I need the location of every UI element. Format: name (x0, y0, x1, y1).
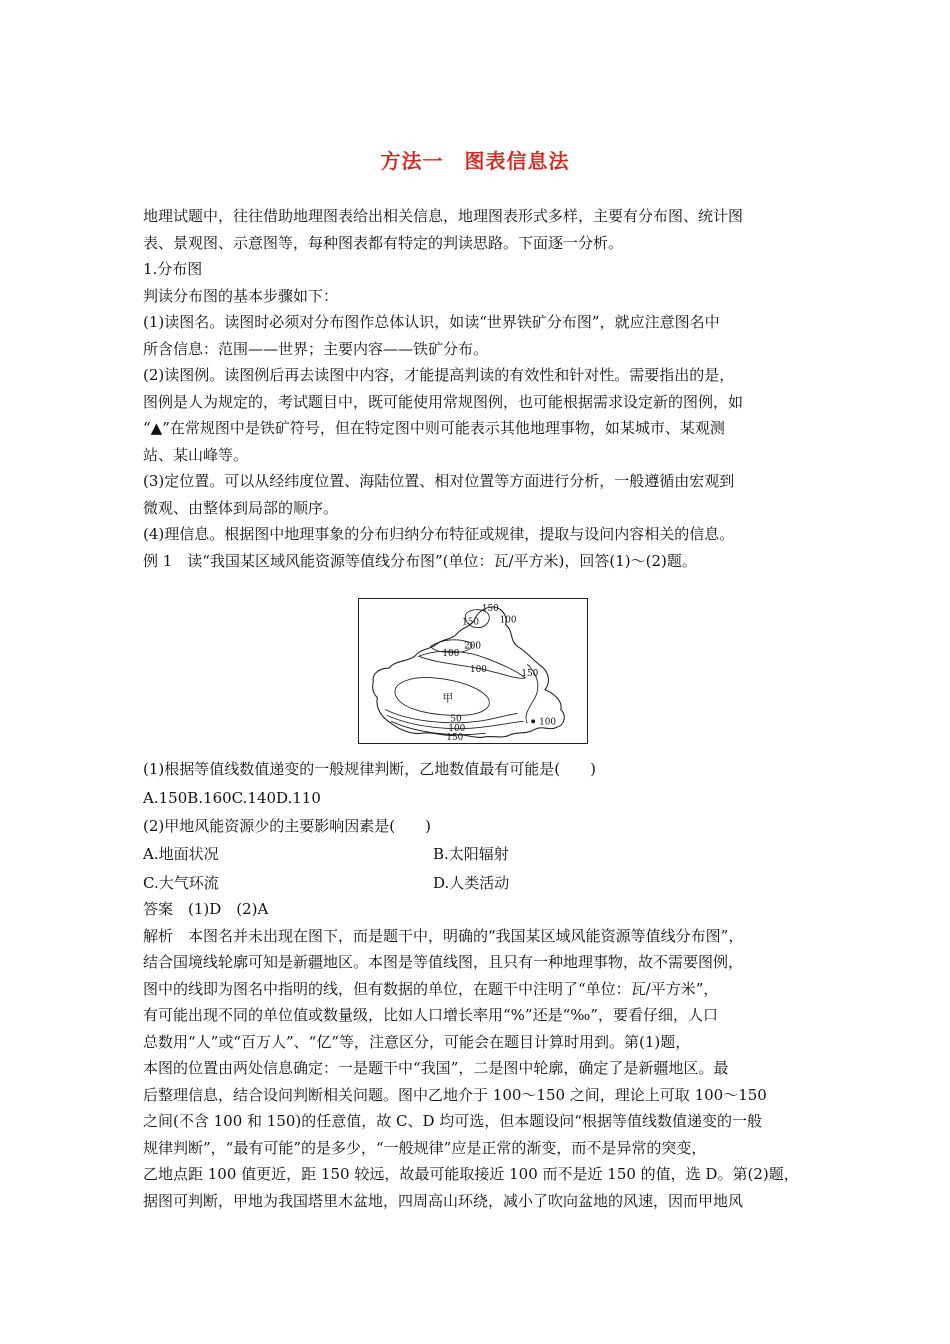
page-title: 方法一 图表信息法 (380, 149, 570, 173)
option-d: D.人类活动 (433, 873, 510, 892)
question-1-options: A.150B.160C.140D.110 (143, 788, 321, 807)
text-line: 表、景观图、示意图等，每种图表都有特定的判读思路。下面逐一分析。 (143, 233, 624, 252)
option-row (143, 841, 823, 870)
map-label-100-right: 100 (499, 615, 517, 626)
text-line: (4)理信息。根据图中地理事象的分布归纳分布特征或规律，提取与设问内容相关的信息。 (143, 525, 735, 543)
option-c: C.大气环流 (143, 873, 219, 892)
answer-line: 答案 (1)D (2)A (143, 900, 269, 918)
map-label-100-left: 100 (442, 649, 460, 660)
map-label-200: 200 (464, 641, 482, 652)
map-label-100-se: 100 (539, 717, 557, 728)
analysis-line: 结合国境线轮廓可知是新疆地区。本图是等值线图，且只有一种地理事物，故不需要图例， (143, 953, 744, 971)
point-yi-dot (531, 719, 535, 723)
map-label-150-top: 150 (481, 603, 499, 614)
text-line: 微观、由整体到局部的顺序。 (143, 498, 339, 517)
question-1: (1)根据等值线数值递变的一般规律判断，乙地数值最有可能是( ) (143, 760, 596, 778)
text-line: 所含信息：范围——世界；主要内容——铁矿分布。 (143, 339, 489, 358)
map-label-jia: 甲 (442, 691, 454, 705)
answer-analysis (143, 896, 823, 1214)
text-line: (2)读图例。读图例后再去读图中内容，才能提高判读的有效性和针对性。需要指出的是， (143, 366, 735, 384)
analysis-line: 后整理信息，结合设问判断相关问题。图中乙地介于 100～150 之间，理论上可取 100～150 (143, 1085, 767, 1104)
text-line: 地理试题中，往往借助地理图表给出相关信息，地理图表形式多样，主要有分布图、统计图 (143, 207, 744, 225)
analysis-line: 之间(不含 100 和 150)的任意值，故 C、D 均可选，但本题设问“根据等值线数值递变的一般 (143, 1112, 762, 1130)
analysis-line: 有可能出现不同的单位值或数量级，比如人口增长率用“%”还是“‰”，要看仔细，人口 (143, 1006, 719, 1024)
section-heading: 1.分布图 (143, 260, 203, 278)
map-label-100-bottom: 100 (448, 724, 466, 735)
option-b: B.太阳辐射 (433, 845, 509, 863)
map-label-50: 50 (450, 714, 462, 725)
text-line: 图例是人为规定的，考试题目中，既可能使用常规图例，也可能根据需求设定新的图例，如 (143, 392, 744, 411)
question-2: (2)甲地风能资源少的主要影响因素是( ) (143, 817, 431, 835)
text-line: “▲”在常规图中是铁矿符号，但在特定图中则可能表示其他地理事物，如某城市、某观测 (143, 419, 725, 437)
example-prompt: 例 1 读“我国某区域风能资源等值线分布图”(单位：瓦/平方米)，回答(1)～(2)题。 (143, 551, 697, 570)
analysis-line: 总数用“人”或“百万人”、“亿”等，注意区分，可能会在题目计算时用到。第(1)题， (143, 1032, 691, 1051)
map-label-150-east: 150 (521, 668, 539, 679)
analysis-line: 本图的位置由两处信息确定：一是题干中“我国”，二是图中轮廓，确定了是新疆地区。最 (143, 1059, 729, 1077)
text-line: 站、某山峰等。 (143, 445, 249, 464)
analysis-line: 图中的线即为图名中指明的线，但有数据的单位，在题干中注明了“单位：瓦/平方米”， (143, 979, 719, 998)
text-line: (1)读图名。读图时必须对分布图作总体认识，如读“世界铁矿分布图”，就应注意图名中 (143, 313, 720, 331)
map-label-100-mid: 100 (470, 664, 487, 675)
analysis-line: 据图可判断，甲地为我国塔里木盆地，四周高山环绕，减小了吹向盆地的风速，因而甲地风 (143, 1191, 744, 1210)
option-a: A.地面状况 (143, 845, 219, 863)
map-label-150-left: 150 (462, 617, 480, 628)
wind-energy-contour-map (358, 598, 588, 744)
question-2-options (143, 841, 823, 898)
questions (143, 756, 823, 842)
analysis-line: 乙地点距 100 值更近，距 150 较远，故最可能取接近 100 而不是近 150 的值，选 D。第(2)题， (143, 1165, 799, 1183)
contour-map-svg (359, 599, 587, 743)
text-line: (3)定位置。可以从经纬度位置、海陆位置、相对位置等方面进行分析，一般遵循由宏观到 (143, 472, 735, 490)
text-line: 判读分布图的基本步骤如下： (143, 286, 339, 305)
map-label-150-bottom: 150 (446, 733, 464, 743)
intro-text (143, 203, 823, 574)
analysis-line: 规律判断”，“最有可能”的是多少，“一般规律”应是正常的渐变，而不是异常的突变， (143, 1138, 707, 1157)
option-row (143, 870, 823, 899)
analysis-line: 解析 本图名并未出现在图下，而是题干中，明确的“我国某区域风能资源等值线分布图”， (143, 926, 744, 945)
